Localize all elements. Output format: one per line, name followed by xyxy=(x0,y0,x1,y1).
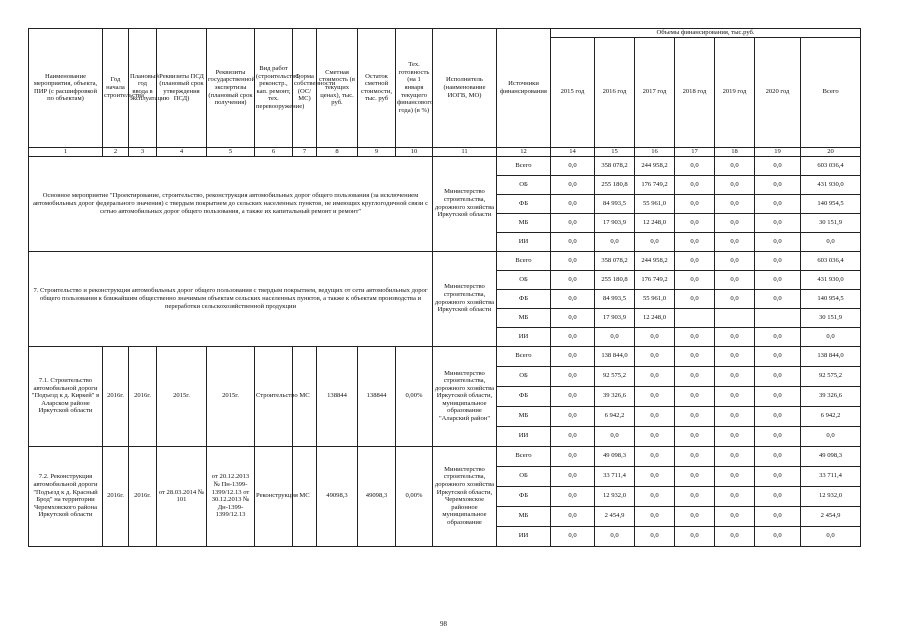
value-cell: 0,0 xyxy=(755,406,801,426)
funding-source: ОБ xyxy=(497,466,551,486)
header-commission-year: Плановый год ввода в эксплуатацию xyxy=(129,29,157,148)
value-cell: 0,0 xyxy=(755,366,801,386)
value-cell: 0,0 xyxy=(755,486,801,506)
value-cell: 0,0 xyxy=(715,194,755,213)
column-number: 9 xyxy=(358,147,396,156)
value-cell: 0,0 xyxy=(675,327,715,346)
value-cell: 2 454,9 xyxy=(801,506,861,526)
header-year-2018: 2018 год xyxy=(675,37,715,147)
object-7-2 xyxy=(29,446,861,546)
table-row xyxy=(29,251,861,270)
value-cell: 92 575,2 xyxy=(801,366,861,386)
value-cell: 17 903,9 xyxy=(595,308,635,327)
column-number: 4 xyxy=(157,147,207,156)
value-cell: 0,0 xyxy=(675,366,715,386)
header-work-type: Вид работ (строительство, реконстр., кап. ремонт, тех. перевооружение) xyxy=(255,29,293,148)
column-number: 11 xyxy=(433,147,497,156)
value-cell: 84 993,5 xyxy=(595,289,635,308)
header-executor: Исполнитель (наименование ИОГВ, МО) xyxy=(433,29,497,148)
value-cell: 358 078,2 xyxy=(595,251,635,270)
value-cell: 0,0 xyxy=(595,232,635,251)
value-cell: 0,0 xyxy=(675,386,715,406)
value-cell: 0,0 xyxy=(595,327,635,346)
column-number: 3 xyxy=(129,147,157,156)
value-cell: 255 180,8 xyxy=(595,270,635,289)
object-psd: 2015г. xyxy=(157,346,207,446)
value-cell: 0,0 xyxy=(551,213,595,232)
value-cell: 0,0 xyxy=(801,232,861,251)
object-cost: 138844 xyxy=(317,346,358,446)
column-number: 8 xyxy=(317,147,358,156)
value-cell: 0,0 xyxy=(715,213,755,232)
funding-source: ИИ xyxy=(497,232,551,251)
object-work-type: Строительство xyxy=(255,346,293,446)
value-cell: 0,0 xyxy=(755,194,801,213)
section-measure-7 xyxy=(29,251,861,346)
funding-source: Всего xyxy=(497,346,551,366)
value-cell: 33 711,4 xyxy=(801,466,861,486)
value-cell: 12 248,0 xyxy=(635,308,675,327)
section-executor: Министерство строительства, дорожного хозяйства Иркутской области xyxy=(433,251,497,346)
value-cell: 0,0 xyxy=(551,466,595,486)
object-commission-year: 2016г. xyxy=(129,446,157,546)
column-number: 6 xyxy=(255,147,293,156)
value-cell: 0,0 xyxy=(551,526,595,546)
value-cell: 431 930,0 xyxy=(801,270,861,289)
column-number: 5 xyxy=(207,147,255,156)
value-cell: 0,0 xyxy=(755,346,801,366)
funding-source: ОБ xyxy=(497,366,551,386)
value-cell: 30 151,9 xyxy=(801,308,861,327)
value-cell: 0,0 xyxy=(755,526,801,546)
value-cell: 0,0 xyxy=(675,270,715,289)
column-number: 2 xyxy=(103,147,129,156)
column-number: 14 xyxy=(551,147,595,156)
value-cell: 49 098,3 xyxy=(801,446,861,466)
value-cell: 0,0 xyxy=(675,446,715,466)
value-cell: 0,0 xyxy=(635,327,675,346)
value-cell: 0,0 xyxy=(551,366,595,386)
value-cell: 255 180,8 xyxy=(595,175,635,194)
document-page xyxy=(28,28,860,547)
value-cell: 0,0 xyxy=(675,526,715,546)
funding-source: ОБ xyxy=(497,175,551,194)
object-name: 7.2. Реконструкция автомобильной дороги "Подъезд к д. Красный Брод" на территории Черемховского района Иркутской области xyxy=(29,446,103,546)
object-start-year: 2016г. xyxy=(103,446,129,546)
value-cell: 0,0 xyxy=(715,289,755,308)
value-cell: 431 930,0 xyxy=(801,175,861,194)
value-cell: 0,0 xyxy=(755,426,801,446)
value-cell: 0,0 xyxy=(755,232,801,251)
funding-source: МБ xyxy=(497,308,551,327)
header-total: Всего xyxy=(801,37,861,147)
funding-source: Всего xyxy=(497,251,551,270)
value-cell: 0,0 xyxy=(715,251,755,270)
value-cell: 0,0 xyxy=(715,466,755,486)
value-cell: 0,0 xyxy=(715,506,755,526)
value-cell: 0,0 xyxy=(755,466,801,486)
object-expertise: 2015г. xyxy=(207,346,255,446)
object-start-year: 2016г. xyxy=(103,346,129,446)
value-cell: 176 749,2 xyxy=(635,270,675,289)
funding-source: ФБ xyxy=(497,386,551,406)
header-remaining-cost: Остаток сметной стоимости, тыс. руб xyxy=(358,29,396,148)
value-cell: 0,0 xyxy=(675,213,715,232)
value-cell: 603 036,4 xyxy=(801,156,861,175)
table-row xyxy=(29,346,861,366)
column-number: 20 xyxy=(801,147,861,156)
funding-source: ФБ xyxy=(497,289,551,308)
value-cell: 0,0 xyxy=(755,156,801,175)
value-cell: 0,0 xyxy=(715,446,755,466)
value-cell: 0,0 xyxy=(635,406,675,426)
value-cell: 0,0 xyxy=(635,366,675,386)
object-cost: 49098,3 xyxy=(317,446,358,546)
value-cell: 0,0 xyxy=(675,232,715,251)
value-cell: 0,0 xyxy=(715,426,755,446)
object-ownership: МС xyxy=(293,446,317,546)
object-readiness: 0,00% xyxy=(396,446,433,546)
value-cell: 0,0 xyxy=(551,426,595,446)
object-remaining: 138844 xyxy=(358,346,396,446)
value-cell: 0,0 xyxy=(635,426,675,446)
value-cell: 176 749,2 xyxy=(635,175,675,194)
value-cell: 0,0 xyxy=(635,386,675,406)
value-cell: 12 248,0 xyxy=(635,213,675,232)
value-cell: 0,0 xyxy=(551,270,595,289)
value-cell: 0,0 xyxy=(755,270,801,289)
value-cell: 0,0 xyxy=(595,526,635,546)
funding-source: ФБ xyxy=(497,194,551,213)
value-cell: 0,0 xyxy=(801,327,861,346)
value-cell: 55 961,0 xyxy=(635,194,675,213)
value-cell: 140 954,5 xyxy=(801,194,861,213)
header-name: Наименование мероприятия, объекта, ПИР (с расшифровкой по объектам) xyxy=(29,29,103,148)
value-cell: 0,0 xyxy=(551,346,595,366)
header-ownership: Форма собственности (ОС/МС) xyxy=(293,29,317,148)
value-cell: 0,0 xyxy=(551,386,595,406)
value-cell: 0,0 xyxy=(755,251,801,270)
value-cell: 0,0 xyxy=(715,486,755,506)
page-number: 98 xyxy=(440,620,447,628)
value-cell: 0,0 xyxy=(755,386,801,406)
value-cell: 0,0 xyxy=(715,156,755,175)
value-cell: 0,0 xyxy=(755,213,801,232)
value-cell: 0,0 xyxy=(675,346,715,366)
value-cell: 0,0 xyxy=(801,426,861,446)
value-cell: 0,0 xyxy=(755,506,801,526)
header-start-year: Год начала строительства xyxy=(103,29,129,148)
header-year-2016: 2016 год xyxy=(595,37,635,147)
section-description: 7. Строительство и реконструкция автомобильных дорог общего пользования с твердым покрытием, ведущих от сети автомобильных дорог общего пользования к ближайшим общественно значимым объектам сельских населенных пунктов, а также к объектам производства и переработки сельскохозяйственной продукции xyxy=(29,251,433,346)
object-7-1 xyxy=(29,346,861,446)
funding-source: ОБ xyxy=(497,270,551,289)
value-cell: 33 711,4 xyxy=(595,466,635,486)
funding-table xyxy=(28,28,861,547)
value-cell: 0,0 xyxy=(551,232,595,251)
column-number: 15 xyxy=(595,147,635,156)
funding-source: ФБ xyxy=(497,486,551,506)
value-cell: 12 932,0 xyxy=(595,486,635,506)
value-cell: 140 954,5 xyxy=(801,289,861,308)
column-number: 12 xyxy=(497,147,551,156)
value-cell: 138 844,0 xyxy=(595,346,635,366)
value-cell xyxy=(715,308,755,327)
value-cell: 6 942,2 xyxy=(801,406,861,426)
value-cell: 0,0 xyxy=(675,406,715,426)
value-cell: 0,0 xyxy=(675,194,715,213)
value-cell: 0,0 xyxy=(715,366,755,386)
value-cell: 0,0 xyxy=(675,175,715,194)
value-cell: 138 844,0 xyxy=(801,346,861,366)
object-readiness: 0,00% xyxy=(396,346,433,446)
header-year-2017: 2017 год xyxy=(635,37,675,147)
value-cell: 0,0 xyxy=(755,289,801,308)
column-number: 10 xyxy=(396,147,433,156)
value-cell: 49 098,3 xyxy=(595,446,635,466)
column-number: 7 xyxy=(293,147,317,156)
value-cell: 0,0 xyxy=(551,194,595,213)
column-number: 19 xyxy=(755,147,801,156)
value-cell: 0,0 xyxy=(551,486,595,506)
value-cell: 0,0 xyxy=(675,426,715,446)
value-cell: 0,0 xyxy=(675,289,715,308)
value-cell: 0,0 xyxy=(551,308,595,327)
object-work-type: Реконструкция xyxy=(255,446,293,546)
value-cell: 0,0 xyxy=(595,426,635,446)
object-remaining: 49098,3 xyxy=(358,446,396,546)
header-year-2015: 2015 год xyxy=(551,37,595,147)
value-cell: 603 036,4 xyxy=(801,251,861,270)
value-cell: 0,0 xyxy=(675,506,715,526)
value-cell: 0,0 xyxy=(755,327,801,346)
funding-source: ИИ xyxy=(497,327,551,346)
column-number-row xyxy=(29,147,861,156)
column-number: 18 xyxy=(715,147,755,156)
object-expertise: от 20.12.2013 № Пн-1399-1399/12.13 от 30.12.2013 № Дн-1399-1399/12.13 xyxy=(207,446,255,546)
value-cell xyxy=(755,308,801,327)
value-cell: 0,0 xyxy=(551,506,595,526)
value-cell: 0,0 xyxy=(551,446,595,466)
value-cell: 0,0 xyxy=(675,486,715,506)
header-year-2019: 2019 год xyxy=(715,37,755,147)
value-cell: 0,0 xyxy=(635,232,675,251)
value-cell: 84 993,5 xyxy=(595,194,635,213)
value-cell: 0,0 xyxy=(715,406,755,426)
value-cell: 92 575,2 xyxy=(595,366,635,386)
column-number: 17 xyxy=(675,147,715,156)
section-executor: Министерство строительства, дорожного хозяйства Иркутской области xyxy=(433,156,497,251)
value-cell: 0,0 xyxy=(715,175,755,194)
value-cell: 0,0 xyxy=(551,406,595,426)
value-cell: 0,0 xyxy=(635,526,675,546)
value-cell: 244 958,2 xyxy=(635,156,675,175)
table-row xyxy=(29,446,861,466)
value-cell: 39 326,6 xyxy=(801,386,861,406)
value-cell: 12 932,0 xyxy=(801,486,861,506)
object-name: 7.1. Строительство автомобильной дороги "Подъезд к д. Киркей" в Аларском районе Иркутской области xyxy=(29,346,103,446)
funding-source: МБ xyxy=(497,213,551,232)
value-cell: 244 958,2 xyxy=(635,251,675,270)
value-cell: 0,0 xyxy=(675,466,715,486)
column-number: 1 xyxy=(29,147,103,156)
funding-source: Всего xyxy=(497,446,551,466)
value-cell: 0,0 xyxy=(715,346,755,366)
value-cell: 2 454,9 xyxy=(595,506,635,526)
header-estimated-cost: Сметная стоимость (в текущих ценах), тыс. руб. xyxy=(317,29,358,148)
funding-source: ИИ xyxy=(497,526,551,546)
value-cell: 0,0 xyxy=(801,526,861,546)
value-cell: 0,0 xyxy=(551,327,595,346)
section-main-measure xyxy=(29,156,861,251)
table-row xyxy=(29,156,861,175)
value-cell: 0,0 xyxy=(715,526,755,546)
object-ownership: МС xyxy=(293,346,317,446)
value-cell: 0,0 xyxy=(551,251,595,270)
value-cell: 17 903,9 xyxy=(595,213,635,232)
object-executor: Министерство строительства, дорожного хозяйства Иркутской области, Черемховское районное муниципальное образование xyxy=(433,446,497,546)
header-funding-source: Источники финансирования xyxy=(497,29,551,148)
value-cell: 0,0 xyxy=(551,175,595,194)
header-expertise: Реквизиты государственной экспертизы (плановый срок получения) xyxy=(207,29,255,148)
object-psd: от 28.03.2014 № 101 xyxy=(157,446,207,546)
funding-source: МБ xyxy=(497,406,551,426)
value-cell: 55 961,0 xyxy=(635,289,675,308)
value-cell: 39 326,6 xyxy=(595,386,635,406)
object-executor: Министерство строительства, дорожного хозяйства Иркутской области, муниципальное образование "Аларский район" xyxy=(433,346,497,446)
value-cell: 0,0 xyxy=(715,327,755,346)
object-commission-year: 2016г. xyxy=(129,346,157,446)
value-cell: 0,0 xyxy=(715,232,755,251)
value-cell: 0,0 xyxy=(635,486,675,506)
value-cell: 30 151,9 xyxy=(801,213,861,232)
value-cell: 0,0 xyxy=(675,156,715,175)
value-cell: 0,0 xyxy=(715,270,755,289)
funding-source: ИИ xyxy=(497,426,551,446)
value-cell: 0,0 xyxy=(551,289,595,308)
section-description: Основное мероприятие "Проектирование, строительство, реконструкция автомобильных дорог общего пользования (за исключением автомобильных дорог федерального значения) с твердым покрытием до сельских населенных пунктов, не имеющих круглогодичной связи с сетью автомобильных дорог общего пользования, а также их капитальный ремонт и ремонт" xyxy=(29,156,433,251)
value-cell: 0,0 xyxy=(635,466,675,486)
value-cell: 0,0 xyxy=(635,506,675,526)
value-cell: 0,0 xyxy=(715,386,755,406)
value-cell: 0,0 xyxy=(755,175,801,194)
value-cell: 0,0 xyxy=(755,446,801,466)
header-year-2020: 2020 год xyxy=(755,37,801,147)
value-cell: 0,0 xyxy=(635,346,675,366)
header-psd: Реквизиты ПСД (плановый срок утверждения ПСД) xyxy=(157,29,207,148)
header-funding-volume: Объемы финансирования, тыс.руб. xyxy=(551,29,861,38)
column-number: 16 xyxy=(635,147,675,156)
value-cell: 0,0 xyxy=(635,446,675,466)
value-cell xyxy=(675,308,715,327)
value-cell: 0,0 xyxy=(551,156,595,175)
funding-source: Всего xyxy=(497,156,551,175)
value-cell: 6 942,2 xyxy=(595,406,635,426)
value-cell: 0,0 xyxy=(675,251,715,270)
value-cell: 358 078,2 xyxy=(595,156,635,175)
header-readiness: Тех. готовность (на 1 января текущего финансового года) (в %) xyxy=(396,29,433,148)
funding-source: МБ xyxy=(497,506,551,526)
